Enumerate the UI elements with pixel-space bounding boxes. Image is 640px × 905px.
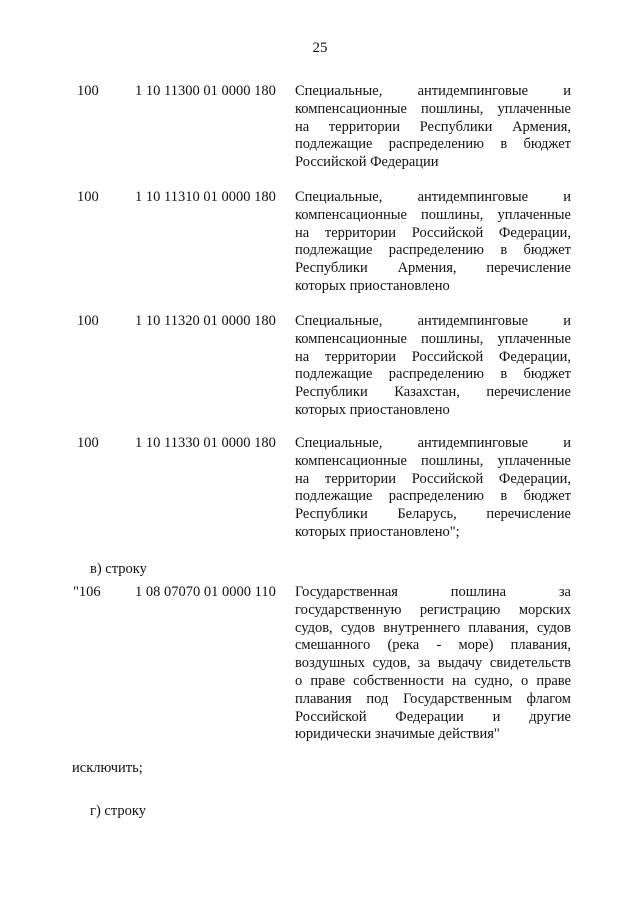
description-line: подлежащие распределению в бюджет — [295, 242, 571, 259]
description-line: Специальные, антидемпинговые и — [295, 83, 571, 99]
entry-description — [295, 313, 571, 420]
entry-description — [295, 435, 571, 542]
admin-code: "106 — [73, 584, 101, 600]
description-line: судов, судов внутреннего плавания, судов — [295, 619, 571, 636]
description-line: Российской Федерации и другие — [295, 708, 571, 725]
amendment-label-g: г) строку — [90, 803, 146, 819]
description-line: смешанного (река - море) плавания, — [295, 637, 571, 654]
description-line: Специальные, антидемпинговые и — [295, 189, 571, 205]
description-line: которых приостановлено"; — [295, 523, 460, 540]
entry-description — [295, 83, 571, 172]
description-line: плавания под Государственным флагом — [295, 690, 571, 707]
description-line: Республики Казахстан, перечисление — [295, 384, 571, 401]
admin-code: 100 — [77, 313, 99, 329]
admin-code: 100 — [77, 83, 99, 99]
description-line: подлежащие распределению в бюджет — [295, 488, 571, 505]
description-line: на территории Республики Армения, — [295, 118, 571, 135]
description-line: на территории Российской Федерации, — [295, 470, 571, 487]
description-line: о праве собственности на судно, о праве — [295, 672, 571, 689]
description-line: Республики Беларусь, перечисление — [295, 506, 571, 523]
description-line: на территории Российской Федерации, — [295, 224, 571, 241]
amendment-label-v: в) строку — [90, 561, 147, 577]
description-line: воздушных судов, за выдачу свидетельств — [295, 655, 571, 672]
entry-description — [295, 584, 571, 744]
description-line: компенсационные пошлины, уплаченные — [295, 452, 571, 469]
description-line: государственную регистрацию морских — [295, 601, 571, 618]
budget-classification-code: 1 10 11320 01 0000 180 — [135, 313, 276, 329]
exclude-instruction: исключить; — [72, 760, 143, 776]
description-line: Российской Федерации — [295, 154, 439, 171]
budget-classification-code: 1 10 11300 01 0000 180 — [135, 83, 276, 99]
description-line: подлежащие распределению в бюджет — [295, 136, 571, 153]
description-line: которых приостановлено — [295, 277, 450, 294]
description-line: компенсационные пошлины, уплаченные — [295, 330, 571, 347]
budget-classification-code: 1 08 07070 01 0000 110 — [135, 584, 276, 600]
description-line: компенсационные пошлины, уплаченные — [295, 206, 571, 223]
admin-code: 100 — [77, 189, 99, 205]
description-line: подлежащие распределению в бюджет — [295, 366, 571, 383]
page-number: 25 — [312, 40, 328, 56]
description-line: юридически значимые действия" — [295, 726, 500, 743]
admin-code: 100 — [77, 435, 99, 451]
description-line: Специальные, антидемпинговые и — [295, 313, 571, 329]
description-line: на территории Российской Федерации, — [295, 348, 571, 365]
budget-classification-code: 1 10 11330 01 0000 180 — [135, 435, 276, 451]
description-line: которых приостановлено — [295, 401, 450, 418]
description-line: Государственная пошлина за — [295, 584, 571, 600]
budget-classification-code: 1 10 11310 01 0000 180 — [135, 189, 276, 205]
description-line: Специальные, антидемпинговые и — [295, 435, 571, 451]
description-line: Республики Армения, перечисление — [295, 260, 571, 277]
description-line: компенсационные пошлины, уплаченные — [295, 100, 571, 117]
entry-description — [295, 189, 571, 296]
